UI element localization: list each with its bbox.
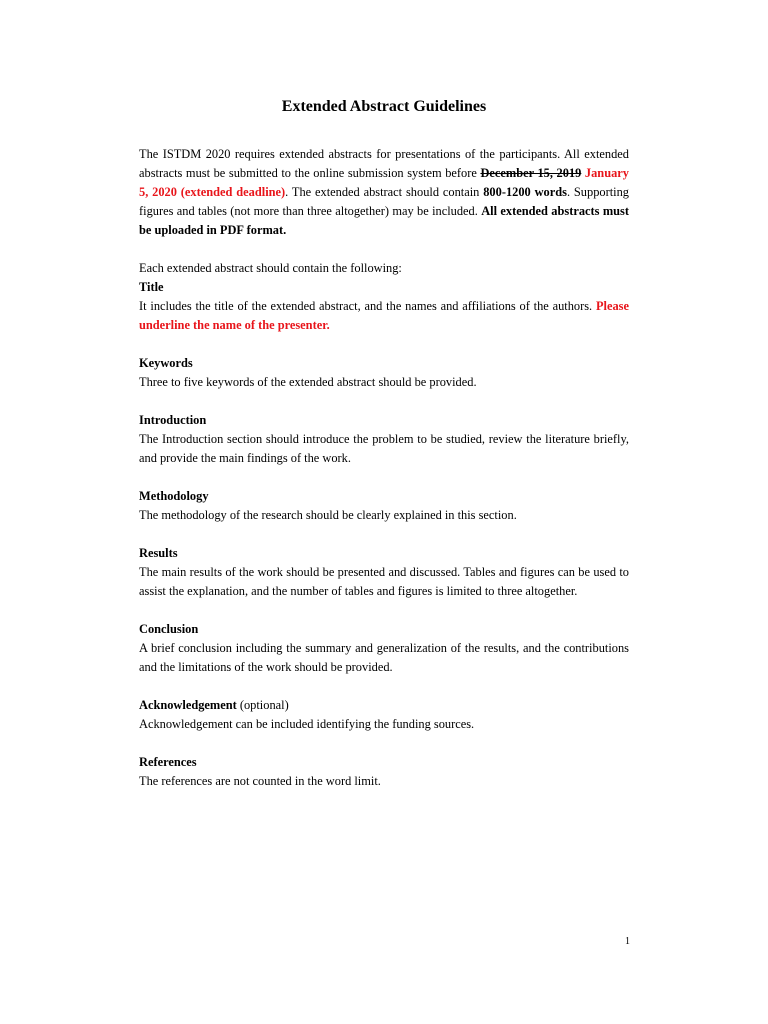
section-text: The references are not counted in the word limit. xyxy=(139,774,381,788)
section-heading: Keywords xyxy=(139,356,193,370)
intro-text-1: The ISTDM 2020 requires extended abstracts for presentations of the participants. All extended abstracts must be submitted to the online submission system before xyxy=(139,147,629,180)
section-heading: References xyxy=(139,755,197,769)
optional-note: (optional) xyxy=(236,698,289,712)
section-text: The methodology of the research should be clearly explained in this section. xyxy=(139,508,517,522)
presenter-underline-note: Please underline the name of the presenter. xyxy=(139,299,629,332)
document-body xyxy=(139,145,629,791)
section-conclusion xyxy=(139,620,629,677)
document-title: Extended Abstract Guidelines xyxy=(281,98,487,115)
section-methodology xyxy=(139,487,629,525)
page-number: 1 xyxy=(625,936,630,947)
section-heading xyxy=(139,696,629,715)
section-acknowledgement xyxy=(139,696,629,734)
word-range: 800-1200 words xyxy=(483,185,567,199)
intro-text-3: . Supporting figures and tables (not more than three altogether) may be included. xyxy=(139,185,629,218)
section-results xyxy=(139,544,629,601)
section-keywords xyxy=(139,354,629,392)
lead-in-text: Each extended abstract should contain the following: xyxy=(139,261,402,275)
section-text xyxy=(139,297,629,335)
section-text: Three to five keywords of the extended abstract should be provided. xyxy=(139,375,477,389)
section-text: The main results of the work should be presented and discussed. Tables and figures can be used to assist the explanation, and the number of tables and figures is limited to three altogether. xyxy=(139,565,629,598)
section-heading: Conclusion xyxy=(139,622,199,636)
struck-deadline: December 15, 2019 xyxy=(480,166,582,180)
acknowledgement-heading: Acknowledgement xyxy=(139,698,237,712)
pdf-requirement: All extended abstracts must be uploaded in PDF format. xyxy=(139,204,629,237)
extended-deadline: January 5, 2020 (extended deadline) xyxy=(139,166,629,199)
section-text: Acknowledgement can be included identifying the funding sources. xyxy=(139,717,475,731)
section-text: The Introduction section should introduce the problem to be studied, review the literature briefly, and provide the main findings of the work. xyxy=(139,432,629,465)
section-title xyxy=(139,278,629,335)
section-heading: Methodology xyxy=(139,489,209,503)
section-heading: Results xyxy=(139,546,178,560)
section-text: A brief conclusion including the summary and generalization of the results, and the contributions and the limitations of the work should be provided. xyxy=(139,641,629,674)
intro-text-2: . The extended abstract should contain xyxy=(285,185,484,199)
section-references xyxy=(139,753,629,791)
section-heading: Title xyxy=(139,280,164,294)
intro-paragraph xyxy=(139,145,629,240)
section-heading: Introduction xyxy=(139,413,207,427)
section-title-text: It includes the title of the extended abstract, and the names and affiliations of the authors. xyxy=(139,299,596,313)
section-introduction xyxy=(139,411,629,468)
